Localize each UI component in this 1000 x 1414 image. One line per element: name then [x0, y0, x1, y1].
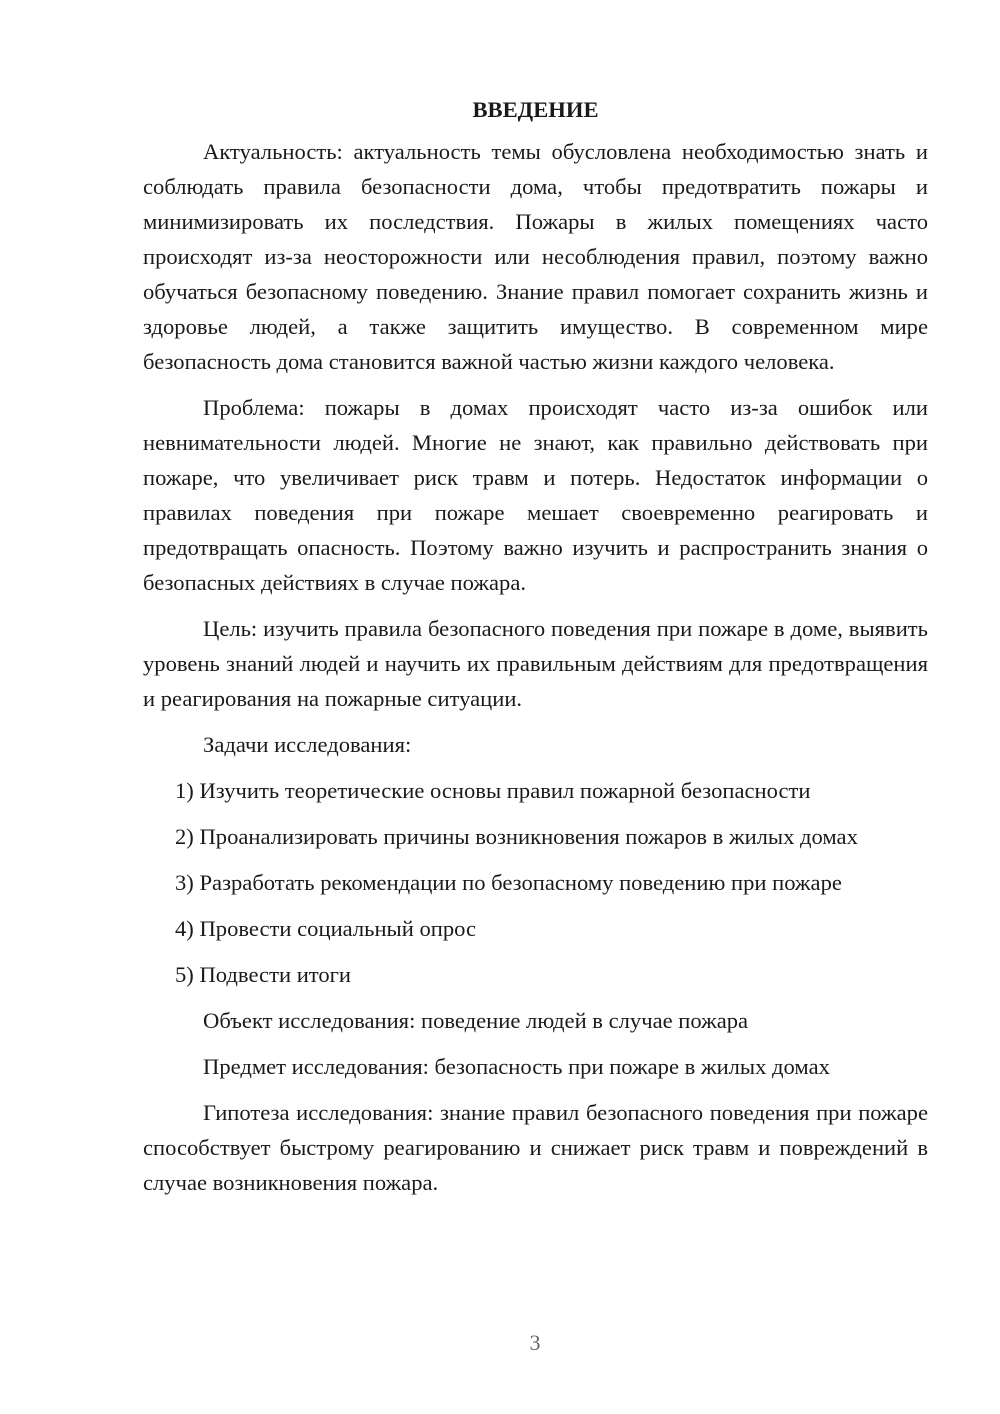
- paragraph-subject: Предмет исследования: безопасность при пожаре в жилых домах: [203, 1054, 830, 1079]
- paragraph-problem: Проблема: пожары в домах происходят часто из-за ошибок или невнимательности людей. Многие не знают, как правильно действовать при пожаре, что увеличивает риск травм и потерь. Недостаток информации о правилах поведения при пожаре мешает своевременно реагировать и предотвращать опасность. Поэтому важно изучить и распространить знания о безопасных действиях в случае пожара.: [143, 395, 928, 595]
- tasks-title: Задачи исследования:: [203, 732, 412, 757]
- tasks-list: [143, 773, 928, 992]
- task-item: 4) Провести социальный опрос: [175, 916, 477, 941]
- page-number: 3: [529, 1330, 541, 1355]
- document-page: [143, 92, 928, 1211]
- paragraph-object: Объект исследования: поведение людей в случае пожара: [203, 1008, 749, 1033]
- task-item: 3) Разработать рекомендации по безопасному поведению при пожаре: [175, 870, 842, 895]
- paragraph-hypothesis: Гипотеза исследования: знание правил безопасного поведения при пожаре способствует быстрому реагированию и снижает риск травм и повреждений в случае возникновения пожара.: [143, 1100, 928, 1195]
- paragraph-goal: Цель: изучить правила безопасного поведения при пожаре в доме, выявить уровень знаний людей и научить их правильным действиям для предотвращения и реагирования на пожарные ситуации.: [143, 616, 928, 711]
- task-item: 1) Изучить теоретические основы правил пожарной безопасности: [175, 778, 811, 803]
- paragraph-relevance: Актуальность: актуальность темы обусловлена необходимостью знать и соблюдать правила безопасности дома, чтобы предотвратить пожары и минимизировать их последствия. Пожары в жилых помещениях часто происходят из-за неосторожности или несоблюдения правил, поэтому важно обучаться безопасному поведению. Знание правил помогает сохранить жизнь и здоровье людей, а также защитить имущество. В современном мире безопасность дома становится важной частью жизни каждого человека.: [143, 139, 928, 374]
- page-title: ВВЕДЕНИЕ: [472, 97, 599, 122]
- task-item: 2) Проанализировать причины возникновения пожаров в жилых домах: [175, 824, 858, 849]
- task-item: 5) Подвести итоги: [175, 962, 352, 987]
